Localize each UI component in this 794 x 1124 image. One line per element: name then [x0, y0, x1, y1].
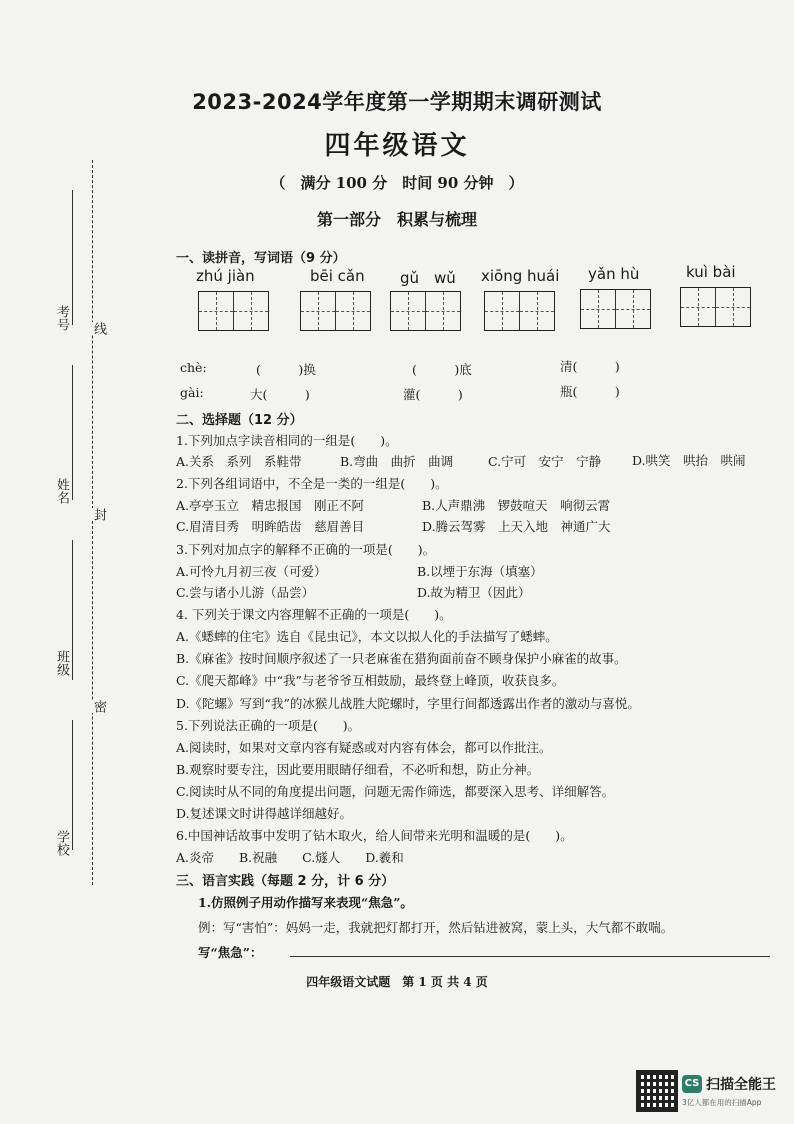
part-heading: 第一部分 积累与梳理	[316, 210, 477, 229]
scanner-tagline: 3亿人都在用的扫描App	[682, 1098, 762, 1107]
pinyin-3: gǔ wǔ	[400, 269, 456, 287]
q3-option-c[interactable]: C.尝与诸小儿游（品尝）	[176, 585, 315, 600]
camscanner-logo-icon: CS	[682, 1075, 702, 1093]
q2-option-b[interactable]: B.人声鼎沸 锣鼓喧天 响彻云霄	[422, 498, 611, 513]
gai-blank-2[interactable]: 灌( )	[403, 387, 463, 402]
xuexiao-fill-line	[72, 720, 73, 850]
q2-stem: 2.下列各组词语中，不全是一类的一组是( )。	[176, 476, 448, 491]
q1-option-d[interactable]: D.哄笑 哄抬 哄闹	[632, 453, 746, 468]
margin-label-xuexiao: 学校	[54, 830, 69, 856]
q2-option-d[interactable]: D.腾云驾雾 上天入地 神通广大	[422, 519, 611, 534]
margin-label-kaohao: 考号	[54, 305, 69, 331]
margin-label-xingming: 姓名	[54, 478, 69, 504]
q5-option-d[interactable]: D.复述课文时讲得越详细越好。	[176, 806, 353, 821]
margin-label-xian: 线	[91, 322, 106, 335]
tianzige-box-6[interactable]	[680, 287, 751, 327]
section3-heading: 三、语言实践（每题 2 分，计 6 分）	[176, 874, 395, 889]
che-label: chè:	[180, 360, 207, 375]
pinyin-2: bēi cǎn	[310, 267, 365, 285]
section2-heading: 二、选择题（12 分）	[176, 413, 303, 428]
section1-heading: 一、读拼音，写词语（9 分）	[176, 251, 346, 266]
tianzige-box-2[interactable]	[300, 291, 371, 331]
q3-option-a[interactable]: A.可怜九月初三夜（可爱）	[176, 564, 327, 579]
answer-line[interactable]	[290, 956, 770, 957]
q1-option-c[interactable]: C.宁可 安宁 宁静	[488, 454, 602, 469]
binding-dashed-line	[92, 160, 93, 885]
q1-option-b[interactable]: B.弯曲 曲折 曲调	[340, 454, 454, 469]
q4-stem: 4. 下列关于课文内容理解不正确的一项是( )。	[176, 607, 452, 622]
che-blank-3[interactable]: 清( )	[560, 359, 620, 374]
banji-fill-line	[72, 540, 73, 680]
q5-option-b[interactable]: B.观察时要专注，因此要用眼睛仔细看，不必听和想，防止分神。	[176, 762, 540, 777]
page-footer: 四年级语文试题 第 1 页 共 4 页	[306, 975, 488, 989]
q1-option-a[interactable]: A.关系 系列 系鞋带	[176, 454, 302, 469]
scanner-brand: 扫描全能王	[706, 1077, 776, 1093]
pinyin-4: xiōng huái	[481, 267, 560, 285]
q3-stem: 3.下列对加点字的解释不正确的一项是( )。	[176, 542, 436, 557]
q5-option-a[interactable]: A.阅读时，如果对文章内容有疑惑或对内容有体会，都可以作批注。	[176, 740, 552, 755]
xingming-fill-line	[72, 365, 73, 500]
q2-option-c[interactable]: C.眉清目秀 明眸皓齿 慈眉善目	[176, 519, 365, 534]
gai-label: gài:	[180, 385, 204, 400]
q4-option-c[interactable]: C.《爬天都峰》中“我”与老爷爷互相鼓励，最终登上峰顶，收获良多。	[176, 673, 565, 688]
exam-title: 2023-2024学年度第一学期期末调研测试	[192, 90, 602, 114]
q4-option-b[interactable]: B.《麻雀》按时间顺序叙述了一只老麻雀在猎狗面前奋不顾身保护小麻雀的故事。	[176, 651, 627, 666]
tianzige-box-4[interactable]	[484, 291, 555, 331]
q6-stem: 6.中国神话故事中发明了钻木取火，给人间带来光明和温暖的是( )。	[176, 828, 573, 843]
pinyin-5: yǎn hù	[588, 265, 640, 283]
tianzige-box-5[interactable]	[580, 289, 651, 329]
pinyin-6: kuì bài	[686, 263, 736, 281]
q3-option-b[interactable]: B.以堙于东海（填塞）	[417, 564, 543, 579]
s3-q1-stem: 1.仿照例子用动作描写来表现“焦急”。	[198, 895, 413, 910]
q5-stem: 5.下列说法正确的一项是( )。	[176, 718, 361, 733]
s3-example: 例：写“害怕”：妈妈一走，我就把灯都打开，然后钻进被窝，蒙上头，大气都不敢喘。	[198, 920, 674, 935]
che-blank-1[interactable]: ( )换	[256, 362, 316, 377]
gai-blank-1[interactable]: 大( )	[250, 387, 310, 402]
q5-option-c[interactable]: C.阅读时从不同的角度提出问题，问题无需作筛选，都要深入思考、详细解答。	[176, 784, 615, 799]
pinyin-1: zhú jiàn	[196, 267, 255, 285]
margin-label-mi: 密	[91, 700, 106, 713]
gai-blank-3[interactable]: 瓶( )	[560, 384, 620, 399]
margin-label-feng: 封	[91, 508, 106, 521]
q4-option-d[interactable]: D.《陀螺》写到“我”的冰猴儿战胜大陀螺时，字里行间都透露出作者的激动与喜悦。	[176, 696, 640, 711]
qr-code-icon	[636, 1070, 678, 1112]
q2-option-a[interactable]: A.亭亭玉立 精忠报国 刚正不阿	[176, 498, 365, 513]
q6-options[interactable]: A.炎帝 B.祝融 C.燧人 D.羲和	[176, 850, 404, 865]
exam-meta: （ 满分 100 分 时间 90 分钟 ）	[270, 174, 524, 192]
exam-subject: 四年级语文	[324, 131, 470, 161]
margin-label-banji: 班级	[54, 650, 69, 676]
che-blank-2[interactable]: ( )底	[412, 362, 472, 377]
q3-option-d[interactable]: D.故为精卫（因此）	[417, 585, 531, 600]
q4-option-a[interactable]: A.《蟋蟀的住宅》选自《昆虫记》，本文以拟人化的手法描写了蟋蟀。	[176, 629, 558, 644]
tianzige-box-1[interactable]	[198, 291, 269, 331]
tianzige-box-3[interactable]	[390, 291, 461, 331]
s3-write-label: 写“焦急”：	[198, 945, 263, 960]
q1-stem: 1.下列加点字读音相同的一组是( )。	[176, 433, 398, 448]
